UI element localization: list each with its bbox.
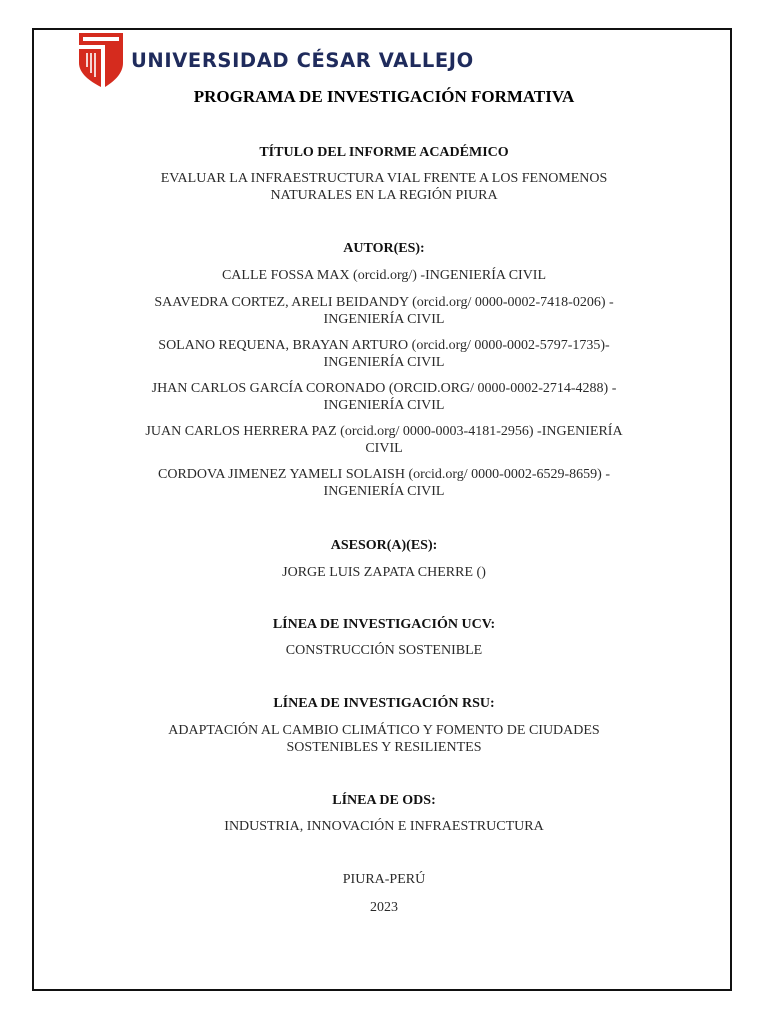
author-line-continued: INGENIERÍA CIVIL bbox=[323, 484, 445, 499]
place: PIURA-PERÚ bbox=[342, 872, 426, 887]
author-line: JUAN CARLOS HERRERA PAZ (orcid.org/ 0000-0003-4181-2956) -INGENIERÍA bbox=[145, 424, 623, 439]
rsu-line-heading: LÍNEA DE INVESTIGACIÓN RSU: bbox=[273, 696, 495, 711]
author-line-continued: INGENIERÍA CIVIL bbox=[323, 398, 445, 413]
program-title: PROGRAMA DE INVESTIGACIÓN FORMATIVA bbox=[193, 87, 575, 106]
ucv-line-value: CONSTRUCCIÓN SOSTENIBLE bbox=[285, 643, 483, 658]
year: 2023 bbox=[370, 900, 398, 915]
ucv-shield-icon bbox=[79, 33, 123, 87]
rsu-line-value-2: SOSTENIBLES Y RESILIENTES bbox=[286, 740, 482, 755]
author-line: CALLE FOSSA MAX (orcid.org/) -INGENIERÍA CIVIL bbox=[221, 268, 547, 283]
advisor-name: JORGE LUIS ZAPATA CHERRE () bbox=[282, 565, 486, 580]
author-line: JHAN CARLOS GARCÍA CORONADO (ORCID.ORG/ 0000-0002-2714-4288) - bbox=[151, 381, 617, 396]
author-line: CORDOVA JIMENEZ YAMELI SOLAISH (orcid.org/ 0000-0002-6529-8659) - bbox=[158, 467, 610, 482]
authors-heading: AUTOR(ES): bbox=[343, 241, 425, 256]
ods-line-heading: LÍNEA DE ODS: bbox=[332, 793, 436, 808]
report-heading: TÍTULO DEL INFORME ACADÉMICO bbox=[259, 145, 509, 160]
ods-line-value: INDUSTRIA, INNOVACIÓN E INFRAESTRUCTURA bbox=[224, 819, 544, 834]
report-title-line-1: EVALUAR LA INFRAESTRUCTURA VIAL FRENTE A LOS FENOMENOS bbox=[160, 171, 608, 186]
advisor-heading: ASESOR(A)(ES): bbox=[330, 538, 438, 553]
university-name: UNIVERSIDAD CÉSAR VALLEJO bbox=[131, 49, 474, 73]
report-title-line-2: NATURALES EN LA REGIÓN PIURA bbox=[270, 188, 498, 203]
author-line-continued: CIVIL bbox=[365, 441, 403, 456]
rsu-line-value-1: ADAPTACIÓN AL CAMBIO CLIMÁTICO Y FOMENTO DE CIUDADES bbox=[168, 723, 600, 738]
ucv-line-heading: LÍNEA DE INVESTIGACIÓN UCV: bbox=[272, 617, 496, 632]
author-line: SAAVEDRA CORTEZ, ARELI BEIDANDY (orcid.org/ 0000-0002-7418-0206) - bbox=[154, 295, 614, 310]
author-line-continued: INGENIERÍA CIVIL bbox=[323, 355, 445, 370]
author-line: SOLANO REQUENA, BRAYAN ARTURO (orcid.org/ 0000-0002-5797-1735)- bbox=[158, 338, 610, 353]
university-logo bbox=[79, 33, 474, 87]
author-line-continued: INGENIERÍA CIVIL bbox=[323, 312, 445, 327]
